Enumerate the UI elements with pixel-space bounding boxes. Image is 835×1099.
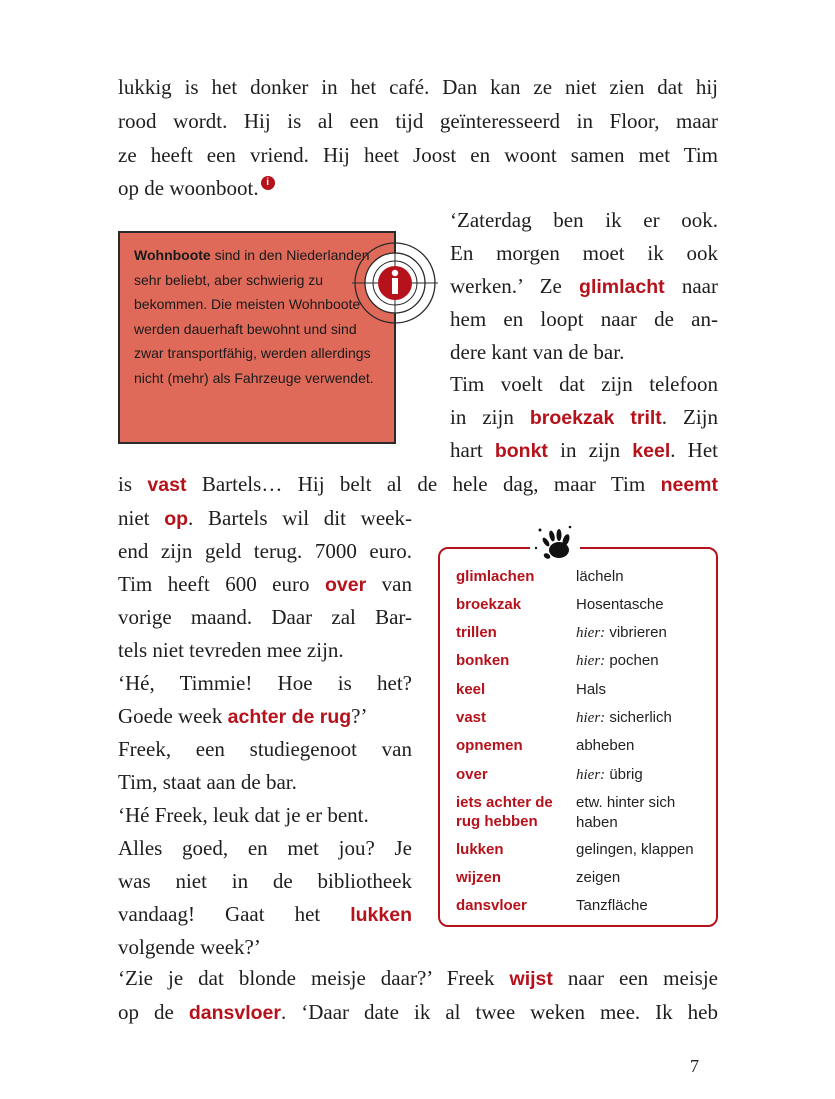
text-line: is vast Bartels… Hij belt al de hele dag, maar Tim neemt	[118, 472, 718, 496]
text-line: ze heeft een vriend. Hij heet Joost en woont samen met Tim	[118, 143, 718, 167]
text-line: volgende week?’	[118, 935, 261, 959]
text-line: rood wordt. Hij is al een tijd geïnteresseerd in Floor, maar	[118, 109, 718, 133]
vocab-highlight: dansvloer	[188, 1002, 281, 1024]
info-text: Wohnboote sind in den Niederlanden sehr beliebt, aber schwierig zu bekommen. Die meisten Wohnboote werden dauerhaft bewohnt und sind zwar transportfähig, werden allerdings nicht (mehr) als Fahrzeuge verwendet.	[134, 247, 374, 386]
text-line: dere kant van de bar.	[450, 340, 625, 364]
text-line: Alles goed, en met jou? Je	[118, 836, 412, 860]
text-line: werken.’ Ze glimlacht naar	[450, 274, 718, 298]
vocab-highlight: over	[324, 574, 367, 596]
info-target-icon	[352, 240, 438, 326]
hand-print-icon	[530, 518, 580, 566]
text-line: hart bonkt in zijn keel. Het	[450, 438, 719, 462]
vocab-highlight: neemt	[660, 474, 718, 496]
text-line: Tim, staat aan de bar.	[118, 770, 297, 794]
vocab-highlight: lukken	[350, 904, 412, 926]
vocab-highlight: trilt	[630, 407, 662, 429]
info-marker-icon: i	[261, 176, 275, 190]
text-line: Goede week achter de rug?’	[118, 704, 368, 728]
text-line: op de dansvloer. ‘Daar date ik al twee weken mee. Ik heb	[118, 1000, 719, 1024]
vocab-highlight: bonkt	[494, 440, 548, 462]
text-line: end zijn geld terug. 7000 euro.	[118, 539, 412, 563]
text-line: Tim voelt dat zijn telefoon	[450, 372, 718, 396]
text-line: op de woonboot. i	[118, 172, 718, 205]
vocab-highlight: glimlacht	[579, 276, 665, 298]
vocab-highlight: broekzak	[529, 407, 615, 429]
text-line: in zijn broekzak trilt. Zijn	[450, 405, 719, 429]
text-line: vandaag! Gaat het lukken	[118, 902, 412, 926]
page-number: 7	[690, 1056, 699, 1076]
vocab-highlight: keel	[632, 440, 671, 462]
text-line: vorige maand. Daar zal Bar-	[118, 605, 412, 629]
vocab-box: glimlachen lächeln broekzak Hosentasche trillen hier: vibrieren bonken hier: pochen keel Hals vast hier: sicherlich opnemen abheben over hier: übrig iets achter de rug hebben etw. hinter sich haben lukken gelingen, klappen wijzen zeigen dansvloer Tanzfläche	[438, 547, 718, 927]
vocab-highlight: wijst	[509, 968, 553, 990]
vocab-highlight: op	[164, 508, 189, 530]
text-line: hem en loopt naar de an-	[450, 307, 718, 331]
text-line: ‘Zaterdag ben ik er ook.	[450, 208, 718, 232]
text-line: was niet in de bibliotheek	[118, 869, 412, 893]
text-line: Freek, een studiegenoot van	[118, 737, 412, 761]
vocab-highlight: vast	[147, 474, 187, 496]
text-line: niet op. Bartels wil dit week-	[118, 506, 412, 530]
text-line: En morgen moet ik ook	[450, 241, 718, 265]
text-line: tels niet tevreden mee zijn.	[118, 638, 344, 662]
vocab-highlight: achter de rug	[227, 706, 352, 728]
text-line: Tim heeft 600 euro over van	[118, 572, 412, 596]
text-line: ‘Hé, Timmie! Hoe is het?	[118, 671, 412, 695]
text-line: ‘Hé Freek, leuk dat je er bent.	[118, 803, 369, 827]
text-line: lukkig is het donker in het café. Dan kan ze niet zien dat hij	[118, 75, 718, 99]
text-line: ‘Zie je dat blonde meisje daar?’ Freek wijst naar een meisje	[118, 966, 718, 990]
